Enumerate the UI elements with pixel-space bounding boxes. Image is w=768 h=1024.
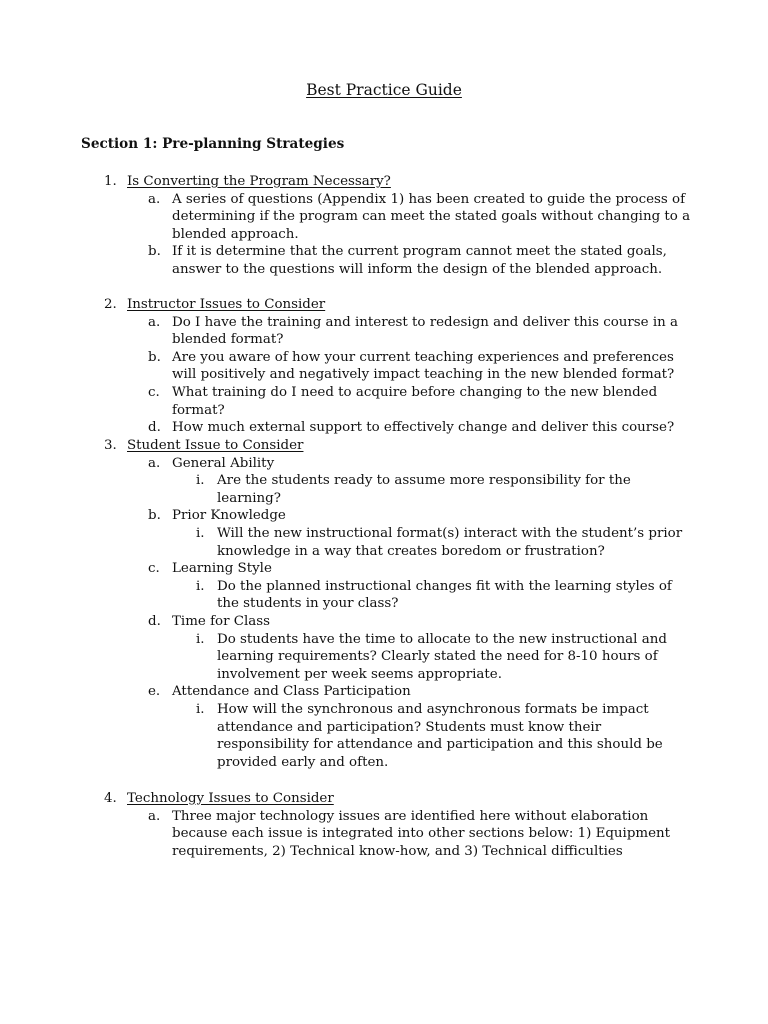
sub-sub-item-text: Do students have the time to allocate to the new instructional and learning requirements? Clearly stated the need for 8-10 hours of involvement per week seems appropriate.	[217, 631, 667, 682]
sub-sub-item-numeral: i.	[196, 631, 205, 647]
sub-item-letter: c.	[148, 384, 160, 400]
sub-sub-item-text: Do the planned instructional changes fit with the learning styles of the students in your class?	[217, 578, 672, 612]
sub-sub-item-numeral: i.	[196, 701, 205, 717]
sub-item-text: Three major technology issues are identified here without elaboration because each issue is integrated into other sections below: 1) Equipment requirements, 2) Technical know-how, and 3) Technical difficulties	[172, 808, 671, 859]
sub-sub-item	[0, 701, 768, 771]
sub-item-letter: a.	[148, 808, 161, 824]
item-heading: Instructor Issues to Consider	[127, 297, 326, 312]
sub-sub-item	[0, 631, 768, 684]
sub-item	[0, 243, 768, 278]
sub-sub-item	[0, 525, 768, 560]
sub-sub-item-text: Will the new instructional format(s) interact with the student’s prior knowledge in a way that creates boredom or frustration?	[217, 525, 683, 559]
sub-item	[0, 507, 768, 525]
section-heading: Section 1: Pre-planning Strategies	[81, 136, 345, 152]
sub-sub-item-text: How will the synchronous and asynchronous formats be impact attendance and participation? Students must know their responsibility for attendance and participation and this should be provided early and often.	[217, 701, 663, 770]
sub-item-text: How much external support to effectively change and deliver this course?	[172, 420, 675, 436]
sub-item-text: Time for Class	[172, 613, 271, 629]
sub-item	[0, 560, 768, 578]
sub-item-letter: a.	[148, 191, 161, 207]
sub-item-text: Prior Knowledge	[172, 508, 286, 524]
sub-item-letter: b.	[148, 508, 161, 524]
sub-item	[0, 808, 768, 861]
sub-sub-item	[0, 578, 768, 613]
sub-item-text: General Ability	[172, 455, 275, 471]
sub-sub-item-numeral: i.	[196, 525, 205, 541]
sub-sub-item-text: Are the students ready to assume more responsibility for the learning?	[217, 473, 631, 506]
sub-item-letter: d.	[148, 613, 161, 629]
list-item	[0, 296, 768, 437]
sub-item-letter: a.	[148, 455, 161, 471]
sub-item-text: A series of questions (Appendix 1) has been created to guide the process of determining if the program can meet the stated goals without changing to a blended approach.	[172, 191, 691, 242]
sub-item-text: What training do I need to acquire before changing to the new blended format?	[172, 384, 658, 418]
sub-item	[0, 314, 768, 349]
item-number: 3.	[104, 438, 117, 453]
sub-item	[0, 384, 768, 419]
sub-item-text: Are you aware of how your current teaching experiences and preferences will positively and negatively impact teaching in the new blended format?	[172, 349, 675, 383]
sub-item-letter: e.	[148, 684, 161, 700]
item-heading: Student Issue to Consider	[127, 438, 304, 453]
sub-item-letter: a.	[148, 314, 161, 330]
item-heading: Is Converting the Program Necessary?	[127, 174, 391, 189]
sub-item-text: If it is determine that the current program cannot meet the stated goals, answer to the questions will inform the design of the blended approach.	[172, 244, 667, 277]
sub-sub-item	[0, 472, 768, 507]
item-number: 1.	[104, 174, 117, 189]
sub-item-text: Attendance and Class Participation	[172, 684, 411, 700]
sub-item-letter: d.	[148, 420, 161, 436]
sub-item	[0, 683, 768, 701]
sub-sub-item-numeral: i.	[196, 578, 205, 594]
page-title: Best Practice Guide	[306, 81, 462, 99]
item-heading: Technology Issues to Consider	[127, 791, 334, 806]
item-number: 4.	[104, 791, 117, 806]
list-item	[0, 437, 768, 771]
sub-sub-item-numeral: i.	[196, 473, 205, 489]
sub-item-letter: c.	[148, 561, 160, 577]
sub-item-letter: b.	[148, 244, 161, 260]
sub-item	[0, 455, 768, 473]
sub-item-text: Learning Style	[172, 561, 272, 577]
item-number: 2.	[104, 297, 117, 312]
sub-item	[0, 419, 768, 437]
sub-item-letter: b.	[148, 349, 161, 365]
list-item	[0, 790, 768, 860]
sub-item	[0, 349, 768, 384]
sub-item	[0, 613, 768, 631]
sub-item-text: Do I have the training and interest to redesign and deliver this course in a blended format?	[172, 314, 679, 348]
list-item	[0, 173, 768, 279]
sub-item	[0, 191, 768, 244]
